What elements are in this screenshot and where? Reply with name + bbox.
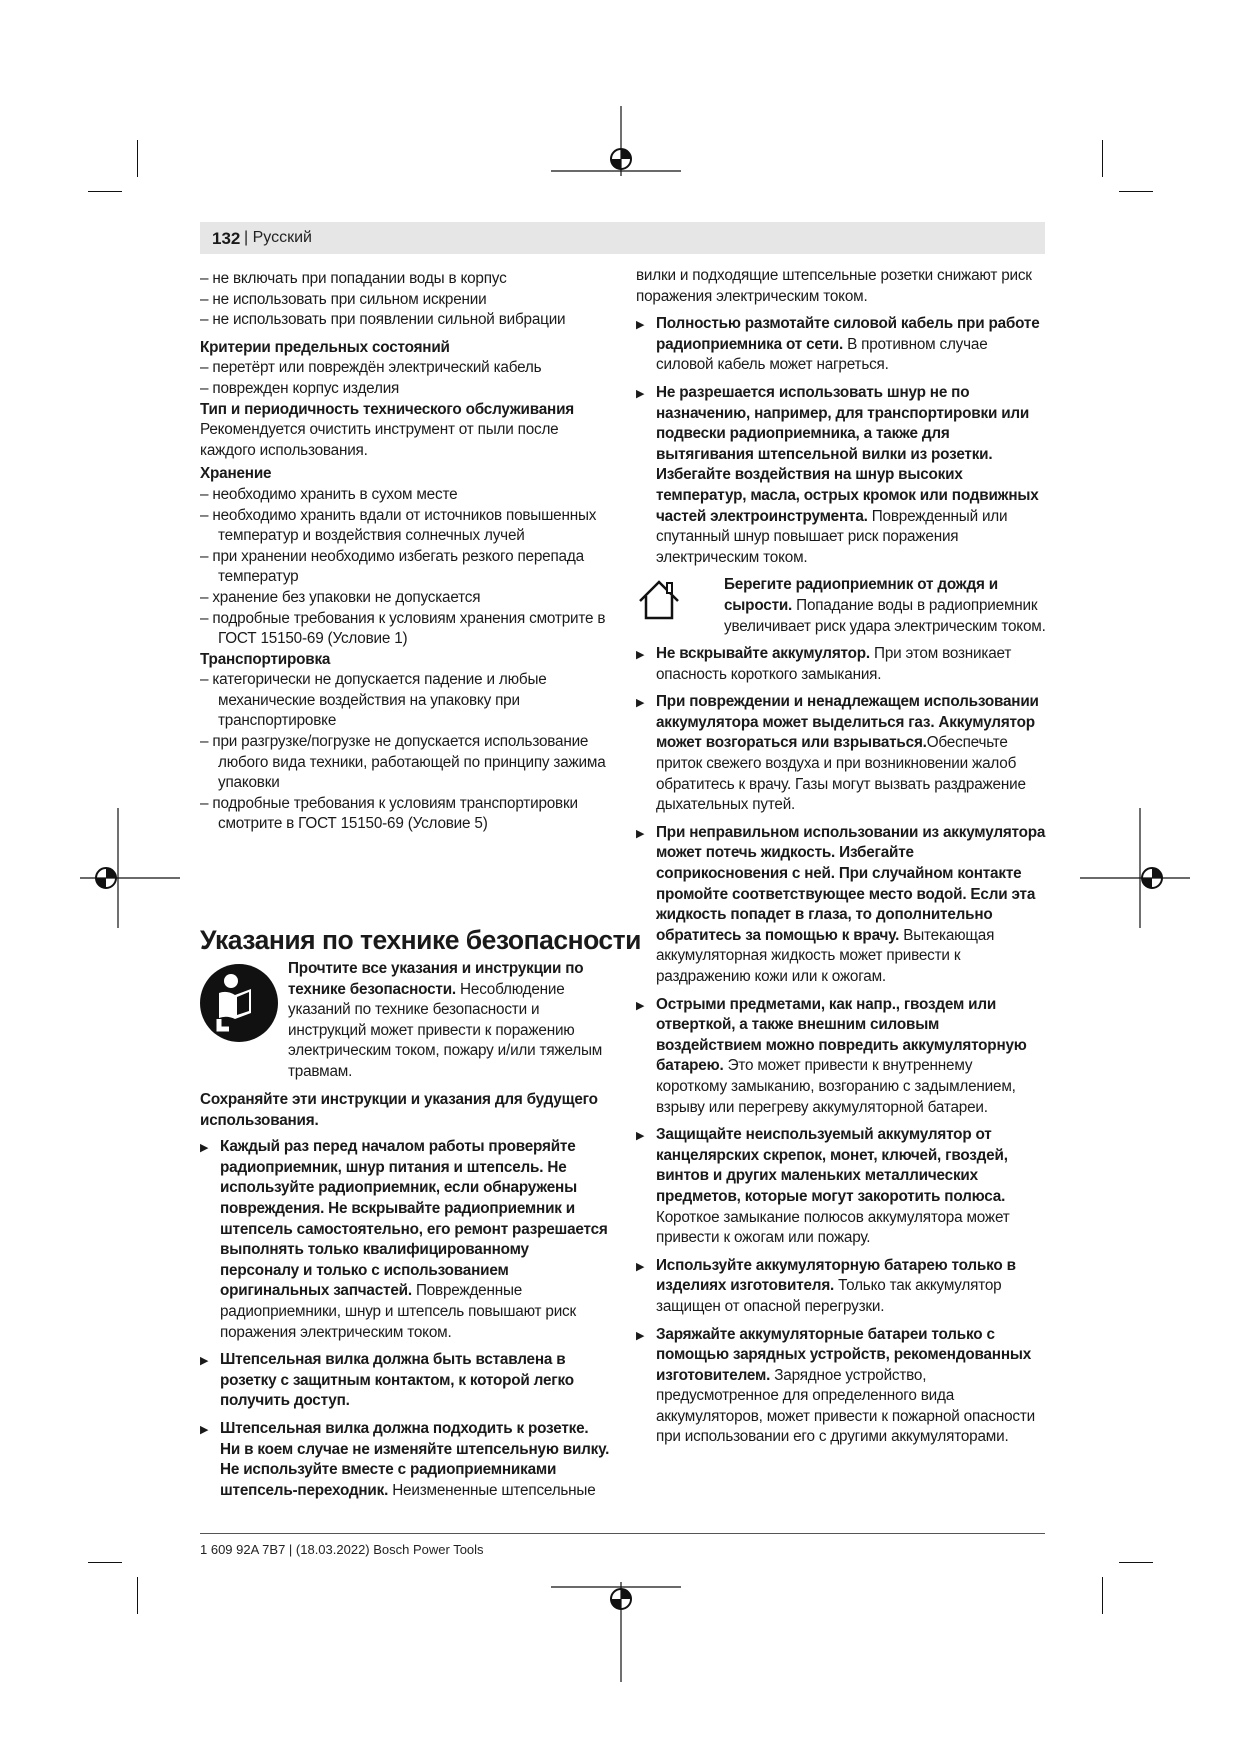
maintenance-text: Рекомендуется очистить инструмент от пыли после каждого использования. (200, 421, 559, 459)
crop-mark (88, 1562, 122, 1563)
list-item: – подробные требования к условиям транспортировки смотрите в ГОСТ 15150-69 (Условие 5) (200, 794, 578, 833)
footer-text: 1 609 92A 7B7 | (18.03.2022) Bosch Power Tools (200, 1542, 484, 1557)
triangle-bullet-icon: ▶ (636, 649, 645, 662)
list-item: – подробные требования к условиям хранения смотрите в ГОСТ 15150-69 (Условие 1) (200, 609, 606, 648)
triangle-bullet-icon: ▶ (636, 827, 645, 840)
bullet-text: Неизмененные штепсельные (388, 1481, 596, 1499)
criteria-title: Критерии предельных состояний (200, 338, 450, 356)
bullet-bold: Штепсельная вилка должна быть вставлена в розетку с защитным контактом, к которой легко получить доступ. (220, 1351, 574, 1410)
bullet-bold: При повреждении и ненадлежащем использовании аккумулятора может выделиться газ. Аккумулятор может возгораться или взрываться. (656, 693, 1039, 752)
registration-mark-icon (551, 106, 691, 216)
crop-mark (1119, 1562, 1153, 1563)
triangle-bullet-icon: ▶ (636, 697, 645, 710)
list-item (636, 314, 1046, 376)
list-item: – необходимо хранить вдали от источников повышенных температур и воздействия солнечных лучей (200, 506, 597, 545)
list-item (200, 1137, 610, 1343)
bullet-text: Это может привести к внутреннему короткому замыканию, возгоранию с задымлением, взрыву или перегреву аккумуляторной батареи. (656, 1057, 1016, 1116)
rain-warning (636, 575, 1046, 637)
triangle-bullet-icon: ▶ (636, 999, 645, 1012)
storage-title: Хранение (200, 465, 272, 483)
bullet-text: При этом возникает опасность короткого замыкания. (656, 645, 1012, 683)
list-item (636, 995, 1046, 1119)
safety-intro (200, 959, 610, 1083)
bullet-text: Поврежденный или спутанный шнур повышает риск поражения электрическим током. (656, 507, 1008, 566)
crop-mark (1102, 140, 1103, 177)
triangle-bullet-icon: ▶ (200, 1423, 209, 1436)
registration-mark-icon (80, 808, 190, 948)
bullet-bold: При неправильном использовании из аккумулятора может потечь жидкость. Избегайте соприкосновения с ней. При случайном контакте промойте соответствующее место водой. Если эта жидкость попадет в глаза, то дополнительно обратитесь за помощью к врачу. (656, 823, 1046, 944)
list-item: – необходимо хранить в сухом месте (200, 485, 458, 503)
keep-instructions: Сохраняйте эти инструкции и указания для будущего использования. (200, 1091, 598, 1129)
registration-mark-icon (1080, 808, 1190, 948)
page-number: 132 (212, 229, 241, 248)
crop-mark (1102, 1577, 1103, 1614)
bullet-bold: Защищайте неиспользуемый аккумулятор от канцелярских скрепок, монет, ключей, гвоздей, винтов и других маленьких металлических предметов, которые могут закоротить полюса. (656, 1126, 1008, 1205)
crop-mark (137, 140, 138, 177)
crop-mark (88, 191, 122, 192)
list-item (636, 644, 1046, 685)
read-instructions-bold: Прочтите все указания и инструкции по технике безопасности. (288, 960, 584, 998)
list-item: – не включать при попадании воды в корпус (200, 270, 507, 287)
bullet-bold: Полностью размотайте силовой кабель при работе радиоприемника от сети. (656, 315, 1040, 353)
section-heading: Указания по технике безопасности (200, 925, 641, 955)
list-item: – поврежден корпус изделия (200, 379, 400, 397)
crop-mark (1119, 191, 1153, 192)
triangle-bullet-icon: ▶ (636, 1260, 645, 1273)
bullet-text: В противном случае силовой кабель может нагреться. (656, 335, 988, 374)
read-instructions-paragraph (200, 959, 610, 1083)
list-item: – при хранении необходимо избегать резкого перепада температур (200, 547, 584, 586)
triangle-bullet-icon: ▶ (636, 319, 645, 332)
page-header-bar (200, 222, 1045, 254)
maintenance-title: Тип и периодичность технического обслуживания (200, 400, 575, 418)
bullet-bold: Заряжайте аккумуляторные батареи только с помощью зарядных устройств, рекомендованных изготовителем. (656, 1325, 1032, 1384)
right-column (636, 266, 1046, 1455)
bullet-text: Зарядное устройство, предусмотренное для определенного вида аккумуляторов, может привести к пожарной опасности при использовании его с другими аккумуляторами. (656, 1366, 1035, 1446)
list-item (636, 823, 1046, 988)
bullet-bold: Не вскрывайте аккумулятор. (656, 645, 870, 663)
bullet-text: Обеспечьте приток свежего воздуха и при возникновении жалоб обратитесь к врачу. Газы могут вызвать раздражение дыхательных путей. (656, 734, 1026, 814)
read-instructions-text: Несоблюдение указаний по технике безопасности и инструкций может привести к поражению электрическим током, пожару и/или тяжелым травмам. (288, 980, 603, 1080)
footer-rule (200, 1533, 1045, 1534)
list-item: – при разгрузке/погрузке не допускается использование любого вида техники, работающей по принципу зажима упаковки (200, 733, 606, 792)
house-icon (636, 577, 682, 623)
rain-text: Попадание воды в радиоприемник увеличивает риск удара электрическим током. (724, 596, 1046, 635)
registration-mark-icon (551, 1572, 691, 1682)
triangle-bullet-icon: ▶ (636, 387, 645, 400)
left-column (200, 269, 610, 835)
bullet-bold: Не разрешается использовать шнур не по назначению, например, для транспортировки или подвески радиоприемника, а также для вытягивания штепсельной вилки из розетки. Избегайте воздействия на шнур высоких температур, масла, острых кромок или подвижных частей электроинструмента. (656, 383, 1039, 525)
bullet-text: Только так аккумулятор защищен от опасной перегрузки. (656, 1277, 1002, 1315)
bullet-text: Поврежденные радиоприемники, шнур и штепсель повышают риск поражения электрическим током. (220, 1282, 576, 1341)
left-column-safety (200, 1090, 610, 1508)
list-item: – не использовать при сильном искрении (200, 290, 487, 308)
list-item (200, 1419, 610, 1501)
list-item (200, 1350, 610, 1412)
list-item: – не использовать при появлении сильной вибрации (200, 311, 566, 329)
crop-mark (137, 1577, 138, 1614)
list-item: – хранение без упаковки не допускается (200, 588, 481, 606)
list-item: – категорически не допускается падение и любые механические воздействия на упаковку при транспортировке (200, 671, 547, 730)
list-item (636, 1256, 1046, 1318)
list-item (636, 383, 1046, 568)
triangle-bullet-icon: ▶ (636, 1130, 645, 1143)
list-item (636, 1325, 1046, 1449)
section-language: | Русский (244, 229, 312, 246)
rain-bold: Берегите радиоприемник от дождя и сырости. (724, 576, 998, 614)
triangle-bullet-icon: ▶ (200, 1355, 209, 1368)
bullet-bold: Используйте аккумуляторную батарею только в изделиях изготовителя. (656, 1256, 1016, 1295)
bullet-bold: Острыми предметами, как напр., гвоздем или отверткой, а также внешним силовым воздействием можно повредить аккумуляторную батарею. (656, 995, 1027, 1075)
bullet-text: Вытекающая аккумуляторная жидкость может привести к раздражению кожи или к ожогам. (656, 926, 995, 985)
triangle-bullet-icon: ▶ (200, 1142, 209, 1155)
list-item (636, 1125, 1046, 1249)
bullet-bold: Каждый раз перед началом работы проверяйте радиоприемник, шнур питания и штепсель. Не используйте радиоприемник, если обнаружены повреждения. Не вскрывайте радиоприемник и штепсель самостоятельно, его ремонт разрешается выполнять только квалифицированному персоналу и только с использованием оригинальных запчастей. (220, 1138, 608, 1300)
bullet-bold: Штепсельная вилка должна подходить к розетке. Ни в коем случае не изменяйте штепсельную вилку. Не используйте вместе с радиоприемниками штепсель-переходник. (220, 1419, 610, 1499)
transport-title: Транспортировка (200, 650, 331, 668)
triangle-bullet-icon: ▶ (636, 1329, 645, 1342)
continuation-text: вилки и подходящие штепсельные розетки снижают риск поражения электрическим током. (636, 267, 1032, 305)
list-item (636, 692, 1046, 816)
bullet-text: Короткое замыкание полюсов аккумулятора может привести к ожогам или пожару. (656, 1208, 1010, 1247)
list-item: – перетёрт или повреждён электрический кабель (200, 359, 542, 377)
